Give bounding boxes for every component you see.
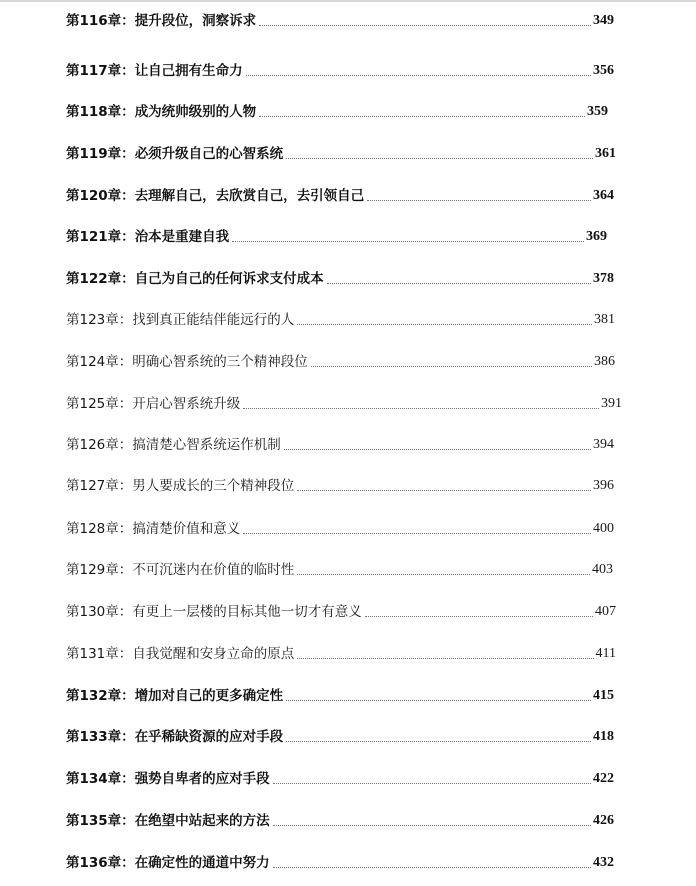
dot-leader bbox=[286, 158, 593, 159]
dot-leader bbox=[297, 574, 590, 575]
toc-entry[interactable] bbox=[66, 764, 614, 788]
toc-entry[interactable] bbox=[66, 681, 614, 705]
toc-entry-label: 第131章：自我觉醒和安身立命的原点 bbox=[66, 646, 295, 662]
toc-entry-label: 第134章：强势自卑者的应对手段 bbox=[66, 771, 270, 787]
dot-leader bbox=[246, 75, 591, 76]
toc-page-number: 364 bbox=[593, 188, 614, 203]
toc-page-number: 418 bbox=[593, 729, 614, 744]
dot-leader bbox=[311, 366, 592, 367]
toc-page-number: 426 bbox=[593, 813, 614, 828]
toc-page-number: 378 bbox=[593, 271, 614, 286]
toc-page-number: 381 bbox=[594, 312, 615, 327]
toc-entry-label: 第124章：明确心智系统的三个精神段位 bbox=[66, 354, 308, 370]
dot-leader bbox=[273, 783, 591, 784]
toc-entry[interactable] bbox=[66, 806, 614, 830]
toc-entry-label: 第117章：让自己拥有生命力 bbox=[66, 63, 243, 79]
toc-entry-label: 第127章：男人要成长的三个精神段位 bbox=[66, 478, 295, 494]
dot-leader bbox=[286, 741, 591, 742]
toc-entry[interactable] bbox=[66, 305, 615, 329]
toc-entry-label: 第135章：在绝望中站起来的方法 bbox=[66, 813, 270, 829]
toc-entry[interactable] bbox=[66, 639, 616, 663]
dot-leader bbox=[297, 490, 591, 491]
toc-page-number: 403 bbox=[592, 562, 613, 577]
toc-entry-label: 第125章：开启心智系统升级 bbox=[66, 396, 241, 412]
toc-page-number: 422 bbox=[593, 771, 614, 786]
toc-entry-label: 第130章：有更上一层楼的目标其他一切才有意义 bbox=[66, 604, 362, 620]
toc-page-number: 407 bbox=[595, 604, 616, 619]
toc-entry-label: 第132章：增加对自己的更多确定性 bbox=[66, 688, 284, 704]
dot-leader bbox=[232, 241, 584, 242]
toc-page-number: 411 bbox=[595, 646, 616, 661]
toc-entry[interactable] bbox=[66, 181, 614, 205]
toc-entry[interactable] bbox=[66, 430, 614, 454]
toc-entry-label: 第122章：自己为自己的任何诉求支付成本 bbox=[66, 271, 324, 287]
dot-leader bbox=[327, 283, 591, 284]
toc-entry[interactable] bbox=[66, 722, 614, 746]
toc-entry-label: 第133章：在乎稀缺资源的应对手段 bbox=[66, 729, 284, 745]
toc-page-number: 361 bbox=[595, 146, 616, 161]
toc-entry[interactable] bbox=[66, 222, 607, 246]
toc-page-number: 391 bbox=[601, 396, 622, 411]
toc-entry[interactable] bbox=[66, 347, 615, 371]
top-rule bbox=[0, 0, 696, 2]
toc-entry-label: 第128章：搞清楚价值和意义 bbox=[66, 521, 241, 537]
toc-page-number: 415 bbox=[593, 688, 614, 703]
toc-entry-label: 第129章：不可沉迷内在价值的临时性 bbox=[66, 562, 295, 578]
toc-page-number: 396 bbox=[593, 478, 614, 493]
dot-leader bbox=[243, 533, 591, 534]
dot-leader bbox=[259, 25, 591, 26]
toc-entry-label: 第121章：治本是重建自我 bbox=[66, 229, 230, 245]
dot-leader bbox=[286, 700, 591, 701]
toc-entry-label: 第123章：找到真正能结伴能远行的人 bbox=[66, 312, 295, 328]
toc-entry-label: 第119章：必须升级自己的心智系统 bbox=[66, 146, 284, 162]
dot-leader bbox=[273, 867, 591, 868]
toc-entry[interactable] bbox=[66, 264, 614, 288]
toc-page-number: 394 bbox=[593, 437, 614, 452]
toc-entry[interactable] bbox=[66, 139, 616, 163]
toc-entry[interactable] bbox=[66, 97, 608, 121]
toc-entry[interactable] bbox=[66, 848, 614, 872]
toc-entry[interactable] bbox=[66, 389, 622, 413]
toc-entry[interactable] bbox=[66, 56, 614, 80]
toc-entry-label: 第118章：成为统帅级别的人物 bbox=[66, 104, 257, 120]
dot-leader bbox=[367, 200, 591, 201]
toc-entry[interactable] bbox=[66, 555, 613, 579]
toc-entry-label: 第120章：去理解自己，去欣赏自己，去引领自己 bbox=[66, 188, 365, 204]
dot-leader bbox=[297, 658, 593, 659]
toc-entry[interactable] bbox=[66, 471, 614, 495]
toc-page-number: 432 bbox=[593, 855, 614, 870]
dot-leader bbox=[243, 408, 599, 409]
toc-page-number: 356 bbox=[593, 63, 614, 78]
toc-entry[interactable] bbox=[66, 6, 614, 30]
dot-leader bbox=[273, 825, 591, 826]
dot-leader bbox=[259, 116, 585, 117]
toc-entry-label: 第136章：在确定性的通道中努力 bbox=[66, 855, 270, 871]
toc-entry[interactable] bbox=[66, 597, 616, 621]
toc-entry-label: 第126章：搞清楚心智系统运作机制 bbox=[66, 437, 281, 453]
dot-leader bbox=[365, 616, 593, 617]
toc-entry[interactable] bbox=[66, 514, 614, 538]
toc-page-number: 400 bbox=[593, 521, 614, 536]
toc-page-number: 349 bbox=[593, 13, 614, 28]
toc-entry-label: 第116章：提升段位，洞察诉求 bbox=[66, 13, 257, 29]
dot-leader bbox=[297, 324, 592, 325]
toc-page-number: 359 bbox=[587, 104, 608, 119]
dot-leader bbox=[284, 449, 591, 450]
toc-page-number: 386 bbox=[594, 354, 615, 369]
toc-page-number: 369 bbox=[586, 229, 607, 244]
